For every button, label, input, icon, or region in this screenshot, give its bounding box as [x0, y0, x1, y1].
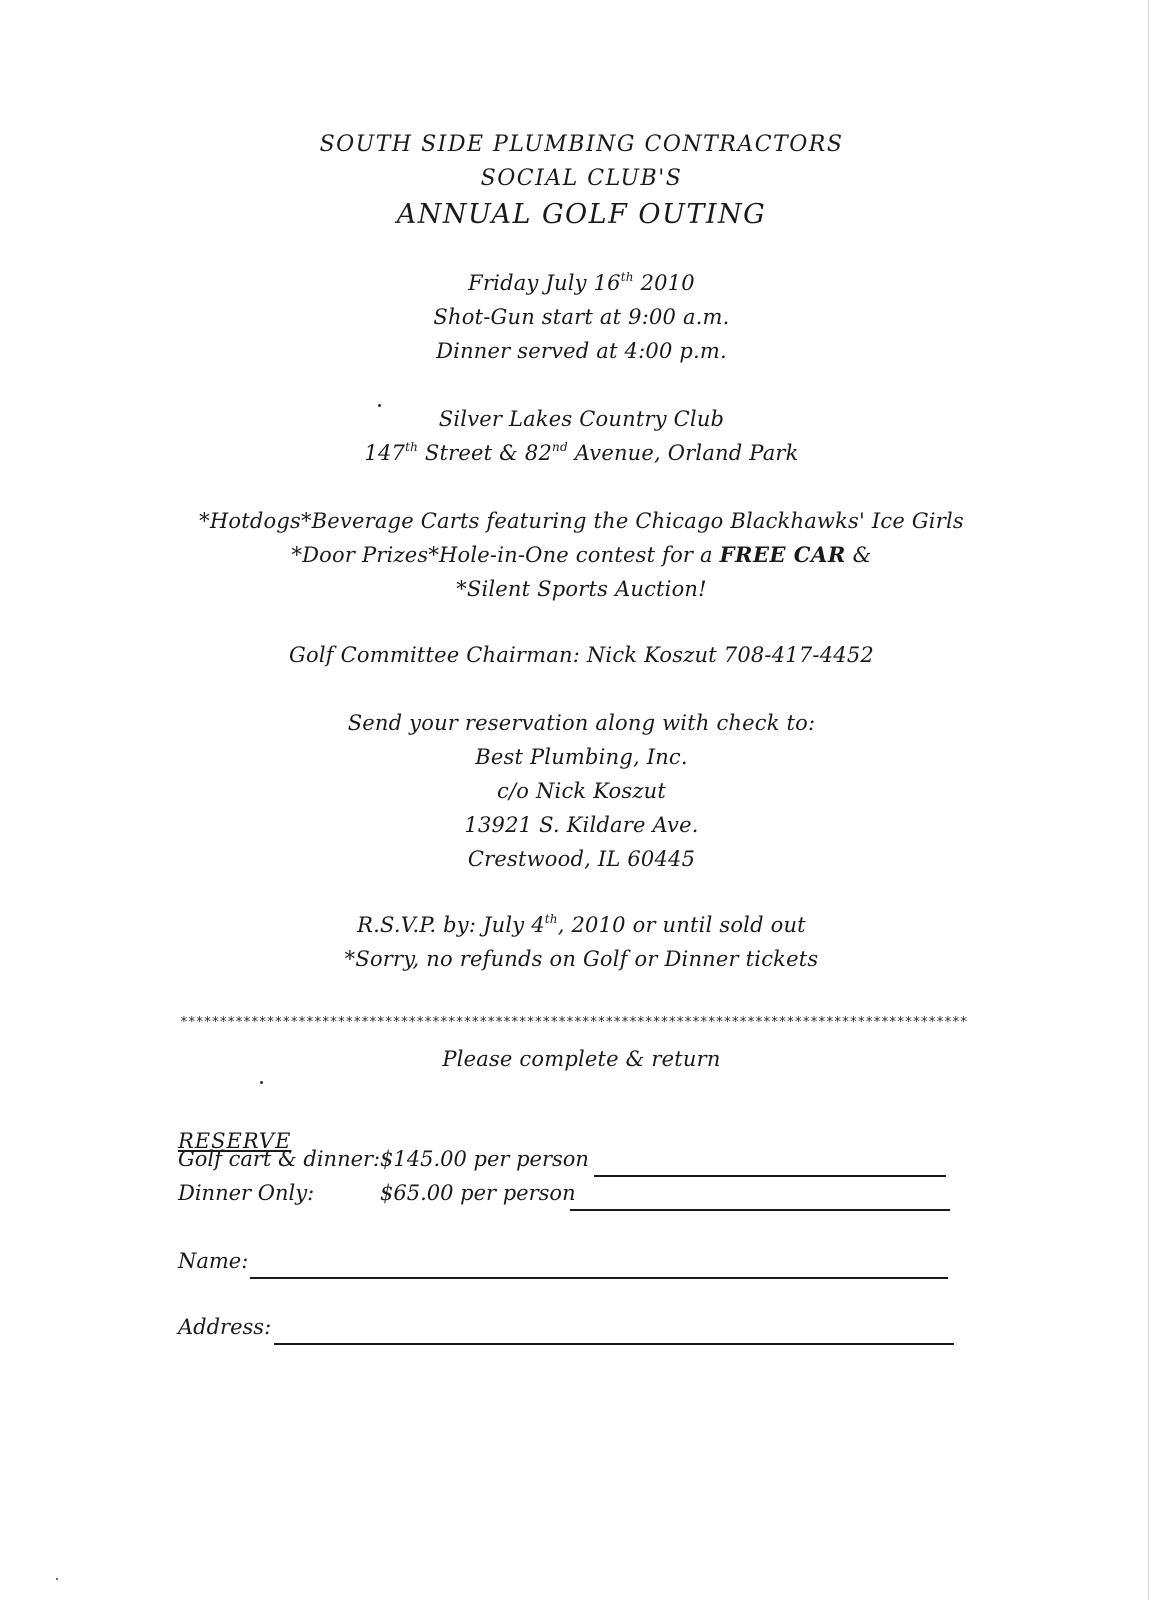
scan-speck [56, 1578, 58, 1580]
mailing-street: 13921 S. Kildare Ave. [464, 813, 699, 837]
mailing-care-of: c/o Nick Koszut [497, 779, 666, 803]
event-date: Friday July 16th 2010 [468, 270, 695, 295]
golf-option-price: $145.00 per person [380, 1147, 589, 1171]
features-line-3: *Silent Sports Auction! [456, 577, 707, 601]
mailing-intro: Send your reservation along with check to: [347, 711, 816, 735]
reserve-heading: RESERVE [178, 1129, 292, 1153]
venue-address: 147th Street & 82nd Avenue, Orland Park [364, 440, 799, 465]
dinner-time: Dinner served at 4:00 p.m. [436, 339, 727, 363]
scan-speck [260, 1081, 263, 1084]
mailing-company: Best Plumbing, Inc. [475, 745, 688, 769]
features-line-2: *Door Prizes*Hole-in-One contest for a FREE CAR & [291, 542, 872, 567]
committee-chairman: Golf Committee Chairman: Nick Koszut 708-417-4452 [289, 643, 874, 667]
name-field[interactable] [250, 1277, 948, 1279]
venue-name: Silver Lakes Country Club [438, 407, 725, 431]
form-instruction: Please complete & return [442, 1047, 721, 1071]
event-title: ANNUAL GOLF OUTING [396, 199, 767, 230]
start-time: Shot-Gun start at 9:00 a.m. [433, 305, 730, 329]
mailing-city: Crestwood, IL 60445 [467, 847, 696, 871]
address-label: Address: [178, 1315, 272, 1339]
star-divider: **************************************************************************************************** [180, 1015, 968, 1030]
name-label: Name: [178, 1249, 249, 1273]
free-car-highlight: FREE CAR [719, 542, 846, 567]
dinner-option-label: Dinner Only: [178, 1181, 315, 1205]
refund-note: *Sorry, no refunds on Golf or Dinner tickets [344, 947, 819, 971]
organizer-name: SOUTH SIDE PLUMBING CONTRACTORS [319, 132, 844, 157]
golf-option-label: Golf cart & dinner: [178, 1147, 381, 1171]
scan-speck [378, 404, 381, 407]
dinner-quantity-field[interactable] [570, 1209, 950, 1211]
dinner-option-price: $65.00 per person [380, 1181, 576, 1205]
golf-quantity-field[interactable] [594, 1175, 946, 1177]
features-line-1: *Hotdogs*Beverage Carts featuring the Chicago Blackhawks' Ice Girls [199, 509, 964, 533]
organizer-subtitle: SOCIAL CLUB'S [480, 166, 683, 191]
address-field[interactable] [274, 1343, 954, 1345]
rsvp-deadline: R.S.V.P. by: July 4th, 2010 or until sold out [357, 912, 806, 937]
